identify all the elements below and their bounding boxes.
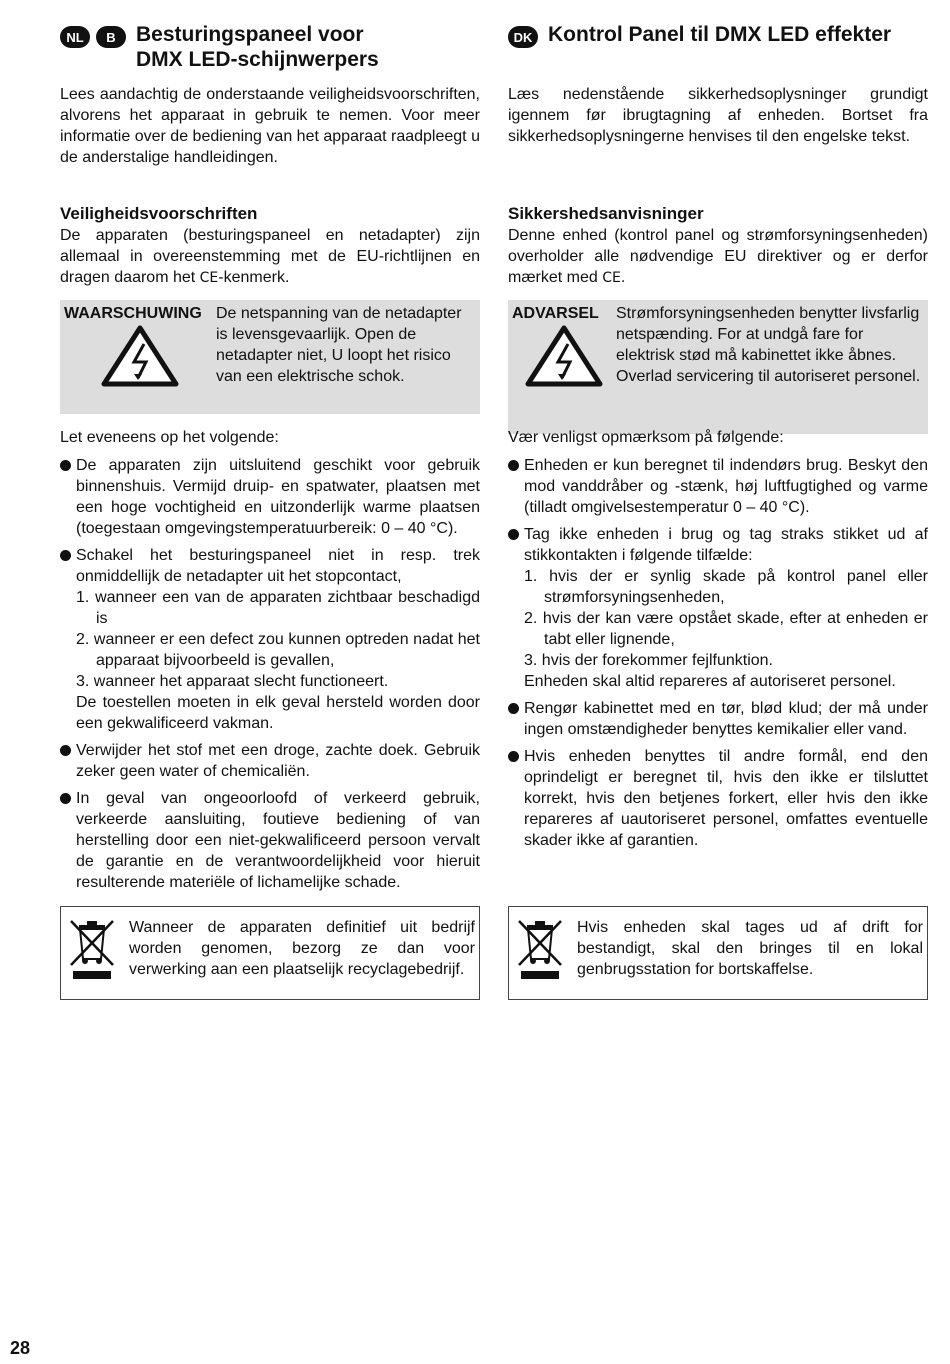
crossed-bin-icon bbox=[513, 917, 569, 989]
intro-paragraph: Læs nedenstående sikkerhedsoplysninger grundigt igennem før ibrugtagning af enheden. Bortset fra sikkerhedsoplysningerne henvises til den engelske tekst. bbox=[508, 86, 928, 145]
bullet-list bbox=[508, 455, 928, 851]
sub-list-item: 3. hvis der forekommer fejlfunktion. bbox=[524, 652, 773, 669]
language-badge-b: B bbox=[96, 26, 126, 48]
list-item: Enheden er kun beregnet til indendørs brug. Beskyt den mod vanddråber og -stænk, høj luftfugtighed og varme (tilladt omgivelsestemperatur 0 – 40 °C). bbox=[508, 455, 928, 518]
sub-list-item: 2. hvis der kan være opstået skade, efter at enheden er tabt eller lignende, bbox=[524, 610, 928, 648]
section-header bbox=[60, 22, 480, 72]
safety-text-end: . bbox=[620, 269, 626, 286]
sub-list bbox=[76, 587, 480, 692]
column-danish bbox=[508, 22, 928, 978]
sub-list-note: Enheden skal altid repareres af autoriseret personel. bbox=[524, 673, 896, 690]
notes-section bbox=[508, 427, 928, 857]
language-badges bbox=[508, 22, 538, 48]
warning-text: Strømforsyningsenheden benytter livsfarlig netspænding. For at undgå fare for elektrisk stød må kabinettet ikke åbnes. Overlad servicering til autoriseret personel. bbox=[616, 305, 921, 385]
ce-mark: CE bbox=[602, 270, 621, 286]
warning-box bbox=[60, 300, 480, 414]
notes-intro: Vær venligst opmærksom på følgende: bbox=[508, 429, 784, 446]
recycle-box bbox=[60, 906, 480, 1000]
list-item bbox=[60, 545, 480, 734]
language-badge-dk: DK bbox=[508, 26, 538, 48]
list-item: Hvis enheden benyttes til andre formål, end den oprindeligt er beregnet til, hvis den ikke er tilsluttet korrekt, hvis den betjenes forkert, eller hvis den ikke repareres af uautoriseret personel, omfattes eventuelle skader ikke af garantien. bbox=[508, 746, 928, 851]
high-voltage-icon bbox=[100, 324, 180, 393]
sub-list-note: De toestellen moeten in elk geval hersteld worden door een gekwalificeerd vakman. bbox=[76, 694, 480, 732]
warning-label: ADVARSEL bbox=[512, 305, 599, 322]
list-item: De apparaten zijn uitsluitend geschikt voor gebruik binnenshuis. Vermijd druip- en spatwater, plaatsen met een hoge vochtigheid en uitzonderlijk warme plaatsen (toegestaan omgevingstemperatuurbereik: 0 – 40 °C). bbox=[60, 455, 480, 539]
ce-mark: CE bbox=[199, 270, 219, 286]
sub-list-item: 2. wanneer er een defect zou kunnen optreden nadat het apparaat bijvoorbeeld is gevallen, bbox=[76, 631, 480, 669]
sub-list-item: 1. wanneer een van de apparaten zichtbaar beschadigd is bbox=[76, 589, 480, 627]
page-title bbox=[136, 22, 379, 72]
list-item: Verwijder het stof met een droge, zachte doek. Gebruik zeker geen water of chemicaliën. bbox=[60, 740, 480, 782]
intro-paragraph: Lees aandachtig de onderstaande veiligheidsvoorschriften, alvorens het apparaat in gebruik te nemen. Voor meer informatie over de bediening van het apparaat raadpleegt u de anderstalige handleidingen. bbox=[60, 86, 480, 166]
section-header bbox=[508, 22, 928, 48]
title-line-2: DMX LED-schijnwerpers bbox=[136, 48, 379, 71]
recycle-box bbox=[508, 906, 928, 1000]
language-badge-nl: NL bbox=[60, 26, 90, 48]
list-item-text: Schakel het besturingspaneel niet in resp. trek onmiddellijk de netadapter uit het stopcontact, bbox=[76, 547, 480, 585]
safety-heading: Veiligheidsvoorschriften bbox=[60, 204, 258, 223]
column-dutch bbox=[60, 22, 480, 978]
title-line-1: Kontrol Panel til DMX LED effekter bbox=[548, 23, 892, 46]
language-badges bbox=[60, 22, 126, 48]
safety-paragraph bbox=[60, 225, 480, 289]
safety-text: Denne enhed (kontrol panel og strømforsyningsenheden) overholder alle nødvendige EU direktiver og er derfor mærket med bbox=[508, 227, 928, 286]
notes-section bbox=[60, 427, 480, 899]
safety-section bbox=[508, 203, 928, 289]
bullet-list bbox=[60, 455, 480, 893]
warning-text: De netspanning van de netadapter is levensgevaarlijk. Open de netadapter niet, U loopt het risico van een elektrische schok. bbox=[216, 305, 462, 385]
high-voltage-icon bbox=[524, 324, 604, 393]
title-line-1: Besturingspaneel voor bbox=[136, 23, 364, 46]
sub-list bbox=[524, 566, 928, 671]
warning-label: WAARSCHUWING bbox=[64, 305, 202, 322]
list-item-text: Tag ikke enheden i brug og tag straks stikket ud af stikkontakten i følgende tilfælde: bbox=[524, 526, 928, 564]
safety-heading: Sikkershedsanvisninger bbox=[508, 204, 704, 223]
crossed-bin-icon bbox=[65, 917, 121, 989]
warning-box bbox=[508, 300, 928, 434]
recycle-text: Hvis enheden skal tages ud af drift for bestandigt, skal den bringes til en lokal genbrugsstation for bortskaffelse. bbox=[577, 919, 923, 978]
safety-text-end: -kenmerk. bbox=[218, 269, 290, 286]
notes-intro: Let eveneens op het volgende: bbox=[60, 429, 279, 446]
warning-left bbox=[64, 303, 216, 408]
warning-left bbox=[512, 303, 616, 428]
safety-section bbox=[60, 203, 480, 289]
list-item: In geval van ongeoorloofd of verkeerd gebruik, verkeerde aansluiting, foutieve bediening of van herstelling door een niet-gekwalificeerd persoon vervalt de garantie en de verantwoordelijkheid voor hieruit resulterende materiële of lichamelijke schade. bbox=[60, 788, 480, 893]
safety-paragraph bbox=[508, 225, 928, 289]
page-number: 28 bbox=[10, 1338, 31, 1358]
recycle-text: Wanneer de apparaten definitief uit bedrijf worden genomen, bezorg ze dan voor verwerking aan een plaatselijk recyclagebedrijf. bbox=[129, 919, 475, 978]
page-title bbox=[548, 22, 891, 47]
sub-list-item: 3. wanneer het apparaat slecht functioneert. bbox=[76, 673, 389, 690]
sub-list-item: 1. hvis der er synlig skade på kontrol panel eller strømforsyningsenheden, bbox=[524, 568, 928, 606]
safety-text: De apparaten (besturingspaneel en netadapter) zijn allemaal in overeenstemming met de EU-richtlijnen en dragen daarom het bbox=[60, 227, 480, 286]
list-item: Rengør kabinettet med en tør, blød klud; der må under ingen omstændigheder benyttes kemikalier eller vand. bbox=[508, 698, 928, 740]
list-item bbox=[508, 524, 928, 692]
